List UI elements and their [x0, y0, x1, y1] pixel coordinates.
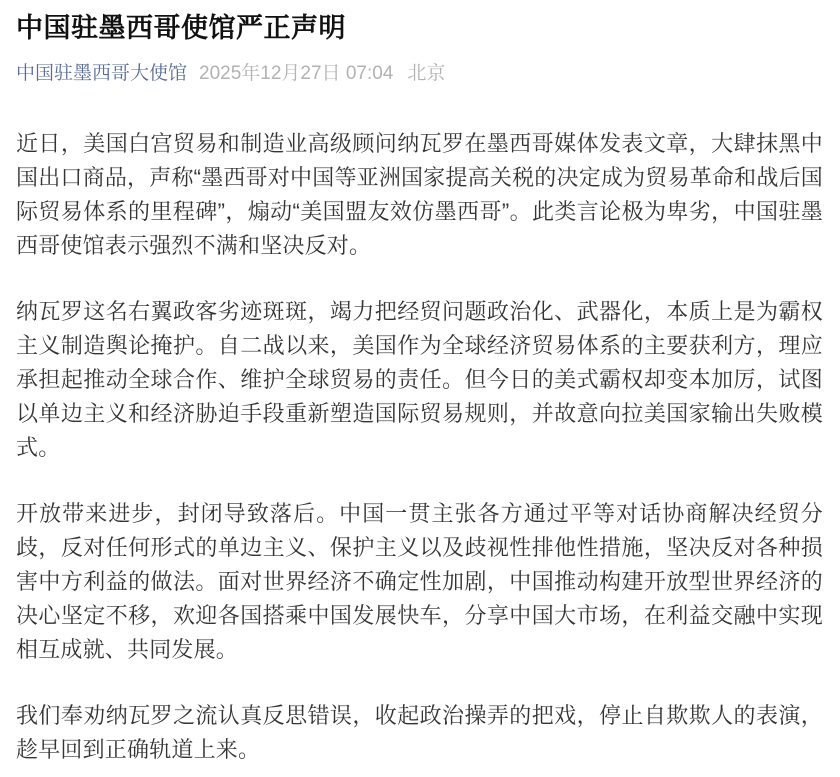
paragraph-4: 我们奉劝纳瓦罗之流认真反思错误，收起政治操弄的把戏，停止自欺欺人的表演，趁早回到正确轨道上来。: [16, 703, 823, 762]
paragraph-1: 近日，美国白宫贸易和制造业高级顾问纳瓦罗在墨西哥媒体发表文章，大肆抹黑中国出口商品，声称“墨西哥对中国等亚洲国家提高关税的决定成为贸易革命和战后国际贸易体系的里程碑”，煽动“美国盟友效仿墨西哥”。此类言论极为卑劣，中国驻墨西哥使馆表示强烈不满和坚决反对。: [16, 131, 823, 258]
paragraph-3: 开放带来进步，封闭导致落后。中国一贯主张各方通过平等对话协商解决经贸分歧，反对任何形式的单边主义、保护主义以及歧视性排他性措施，坚决反对各种损害中方利益的做法。面对世界经济不确定性加剧，中国推动构建开放型世界经济的决心坚定不移，欢迎各国搭乘中国发展快车，分享中国大市场，在利益交融中实现相互成就、共同发展。: [16, 501, 823, 662]
article-body: [16, 127, 823, 767]
paragraph-2: 纳瓦罗这名右翼政客劣迹斑斑，竭力把经贸问题政治化、武器化，本质上是为霸权主义制造舆论掩护。自二战以来，美国作为全球经济贸易体系的主要获利方，理应承担起推动全球合作、维护全球贸易的责任。但今日的美式霸权却变本加厉，试图以单边主义和经济胁迫手段重新塑造国际贸易规则，并故意向拉美国家输出失败模式。: [16, 299, 823, 460]
article-title: 中国驻墨西哥使馆严正声明: [16, 13, 346, 43]
account-name-link[interactable]: 中国驻墨西哥大使馆: [16, 63, 188, 84]
publish-location: 北京: [407, 63, 446, 84]
byline: [16, 61, 823, 87]
publish-datetime: 2025年12月27日 07:04: [199, 63, 394, 84]
